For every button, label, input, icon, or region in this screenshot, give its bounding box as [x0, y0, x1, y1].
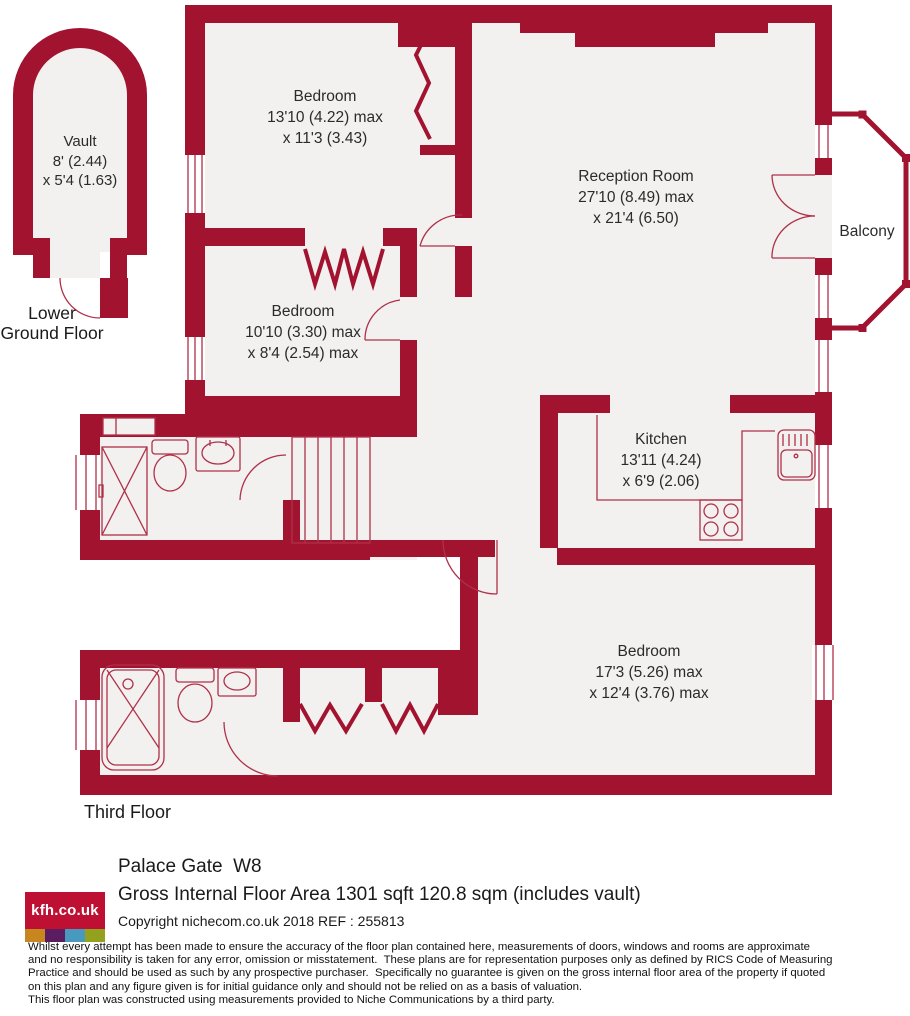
- window: [815, 445, 832, 508]
- room-dim: 13'11 (4.24): [620, 452, 702, 469]
- window: [815, 275, 832, 318]
- room-dim: x 11'3 (3.43): [282, 130, 368, 147]
- disclaimer-line: Whilst every attempt has been made to ensure the accuracy of the floor plan contained here, measurements of doors, windows and rooms are approximate: [28, 941, 810, 953]
- window: [185, 337, 205, 380]
- window: [185, 155, 205, 213]
- room-name: Bedroom: [617, 643, 681, 660]
- room-name: Reception Room: [578, 168, 694, 185]
- floor-label-line: Ground Floor: [0, 322, 104, 343]
- disclaimer-line: and no responsibility is taken for any error, omission or misstatement. These plans are for representation purposes only as defined by RICS Code of Measuring: [28, 954, 833, 967]
- room-label-bedroom-top: [267, 86, 383, 149]
- kfh-logo: [25, 892, 105, 929]
- copyright-line: Copyright nichecom.co.uk 2018 REF : 255813: [118, 913, 405, 929]
- disclaimer: [28, 941, 888, 1007]
- room-dim: 27'10 (8.49) max: [578, 189, 694, 206]
- room-label-reception: [578, 166, 694, 229]
- window: [812, 645, 838, 700]
- room-dim: x 5'4 (1.63): [42, 172, 118, 189]
- room-name: Bedroom: [271, 303, 335, 320]
- window: [815, 125, 832, 158]
- disclaimer-line: Practice and should be used as such by any prospective purchaser. Specifically no guarantee is given on the gross internal floor area of the property if quoted: [28, 967, 826, 980]
- flue-notch: [103, 418, 155, 435]
- room-dim: 17'3 (5.26) max: [595, 664, 703, 681]
- window: [72, 700, 100, 750]
- room-dim: x 8'4 (2.54) max: [247, 345, 359, 362]
- window: [72, 455, 100, 510]
- floor-label-lower-ground: [0, 304, 103, 343]
- room-dim: 13'10 (4.22) max: [267, 109, 383, 126]
- room-name: Balcony: [839, 223, 895, 240]
- room-dim: 10'10 (3.30) max: [245, 324, 361, 341]
- floor-area-line: Gross Internal Floor Area 1301 sqft 120.8 sqm (includes vault): [118, 884, 641, 905]
- room-dim: x 12'4 (3.76) max: [589, 685, 709, 702]
- room-label-bedroom-mid: [245, 301, 361, 364]
- room-label-balcony: [839, 221, 894, 242]
- disclaimer-line: on this plan and any figure given is for initial guidance only and should not be relied on as a basis of valuation.: [28, 980, 583, 993]
- room-dim: x 21'4 (6.50): [593, 210, 679, 227]
- room-label-kitchen: [620, 429, 701, 492]
- floor-label-line: Third Floor: [84, 802, 172, 822]
- room-name: Bedroom: [293, 88, 357, 105]
- kfh-logo-text: kfh.co.uk: [31, 902, 99, 919]
- property-address: Palace Gate W8: [118, 856, 262, 877]
- room-name: Kitchen: [635, 431, 687, 448]
- room-name: Vault: [63, 133, 97, 150]
- room-label-bedroom-bottom: [589, 641, 708, 704]
- floor-label-third: [84, 803, 171, 823]
- disclaimer-line: This floor plan was constructed using measurements provided to Niche Communications by a third party.: [28, 993, 555, 1006]
- footer: [0, 845, 910, 1016]
- room-dim: 8' (2.44): [52, 152, 108, 170]
- room-dim: x 6'9 (2.06): [622, 473, 700, 490]
- window: [815, 340, 832, 392]
- floor-label-line: Lower: [28, 303, 76, 323]
- room-label-vault: [43, 132, 118, 191]
